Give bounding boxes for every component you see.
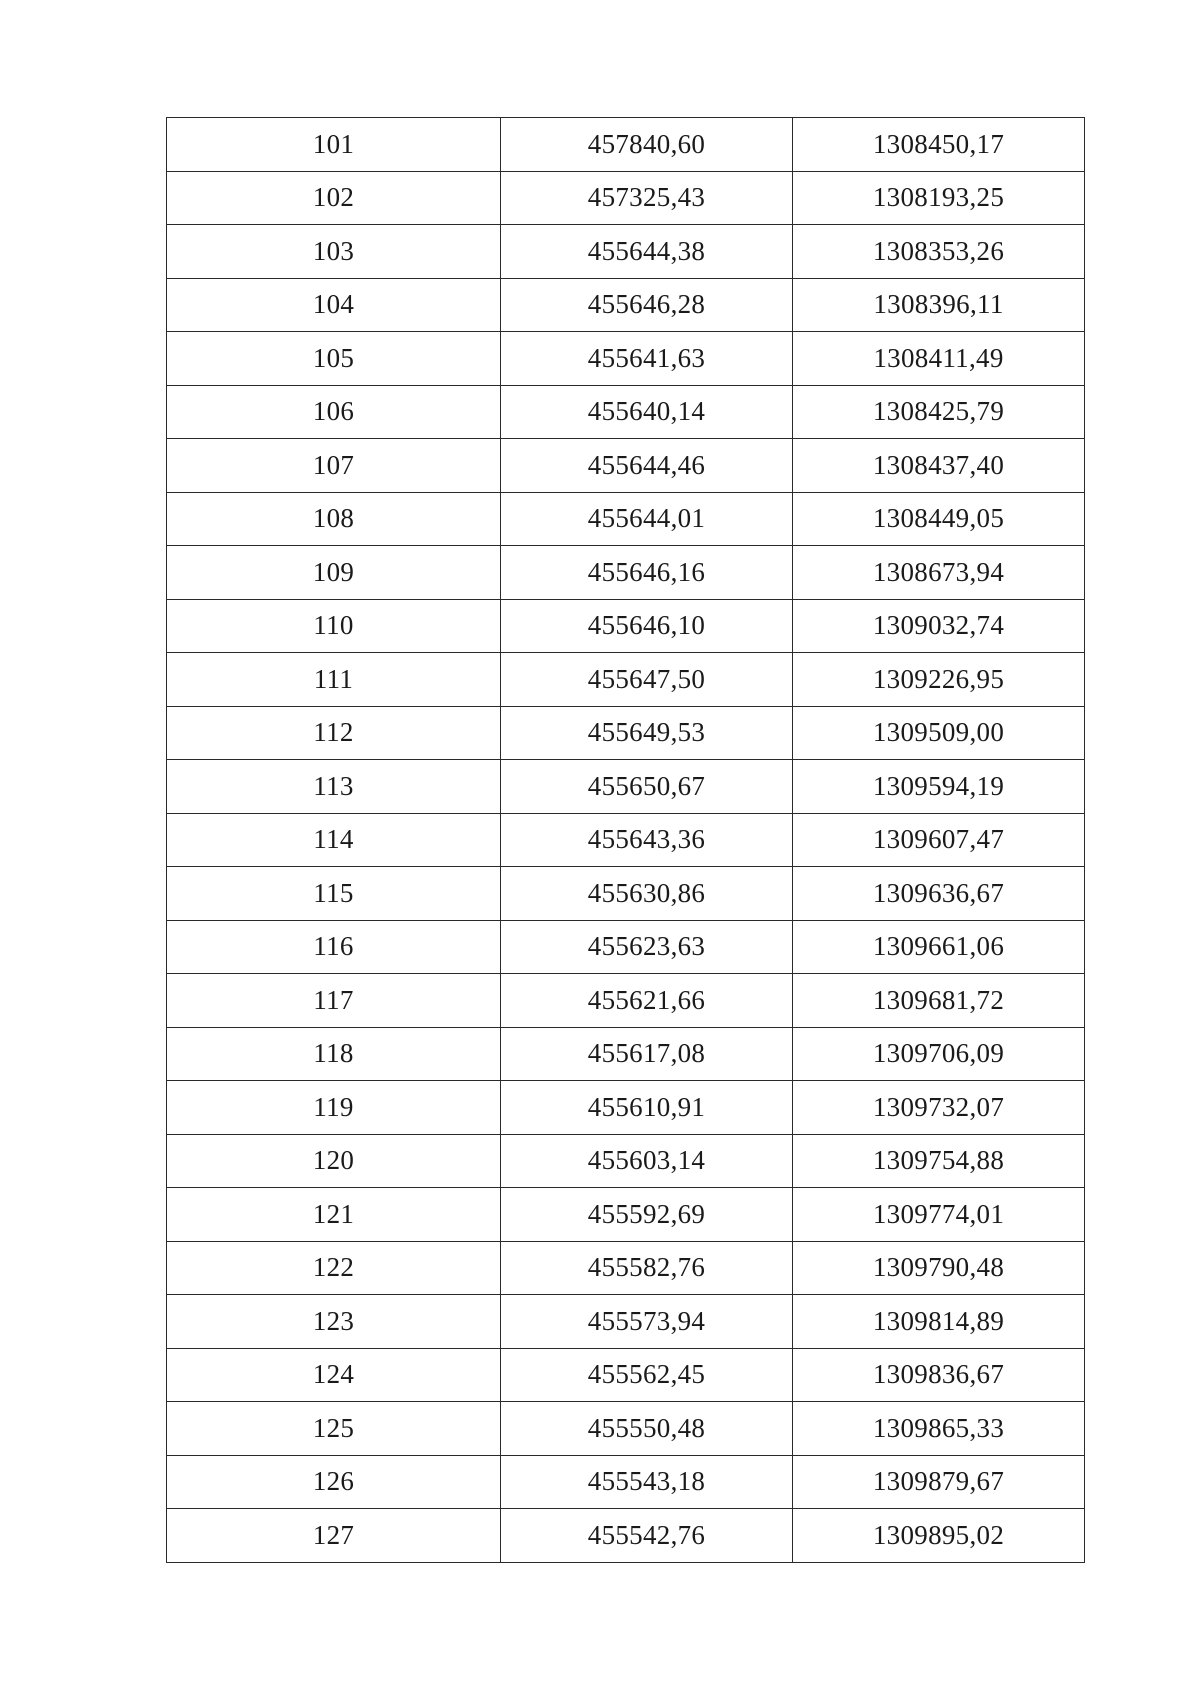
- y-coordinate-cell: 1309706,09: [793, 1027, 1085, 1081]
- y-coordinate-cell: 1309879,67: [793, 1455, 1085, 1509]
- y-coordinate-cell: 1308673,94: [793, 546, 1085, 600]
- point-number-cell: 125: [167, 1402, 501, 1456]
- point-number-cell: 127: [167, 1509, 501, 1563]
- coordinates-table-body: [167, 118, 1085, 1563]
- point-number-cell: 124: [167, 1348, 501, 1402]
- table-row: [167, 225, 1085, 279]
- x-coordinate-cell: 455592,69: [501, 1188, 793, 1242]
- x-coordinate-cell: 457325,43: [501, 171, 793, 225]
- y-coordinate-cell: 1309681,72: [793, 974, 1085, 1028]
- y-coordinate-cell: 1309790,48: [793, 1241, 1085, 1295]
- table-row: [167, 439, 1085, 493]
- table-row: [167, 1134, 1085, 1188]
- x-coordinate-cell: 455649,53: [501, 706, 793, 760]
- x-coordinate-cell: 455543,18: [501, 1455, 793, 1509]
- table-row: [167, 1348, 1085, 1402]
- point-number-cell: 120: [167, 1134, 501, 1188]
- x-coordinate-cell: 455647,50: [501, 653, 793, 707]
- x-coordinate-cell: 455644,46: [501, 439, 793, 493]
- y-coordinate-cell: 1308353,26: [793, 225, 1085, 279]
- y-coordinate-cell: 1309732,07: [793, 1081, 1085, 1135]
- x-coordinate-cell: 455573,94: [501, 1295, 793, 1349]
- x-coordinate-cell: 455610,91: [501, 1081, 793, 1135]
- table-row: [167, 1241, 1085, 1295]
- y-coordinate-cell: 1308411,49: [793, 332, 1085, 386]
- x-coordinate-cell: 455650,67: [501, 760, 793, 814]
- point-number-cell: 123: [167, 1295, 501, 1349]
- y-coordinate-cell: 1309895,02: [793, 1509, 1085, 1563]
- x-coordinate-cell: 455644,01: [501, 492, 793, 546]
- y-coordinate-cell: 1309814,89: [793, 1295, 1085, 1349]
- point-number-cell: 101: [167, 118, 501, 172]
- x-coordinate-cell: 455646,28: [501, 278, 793, 332]
- y-coordinate-cell: 1308449,05: [793, 492, 1085, 546]
- table-row: [167, 974, 1085, 1028]
- x-coordinate-cell: 455623,63: [501, 920, 793, 974]
- coordinates-table: [166, 117, 1085, 1563]
- x-coordinate-cell: 457840,60: [501, 118, 793, 172]
- y-coordinate-cell: 1308450,17: [793, 118, 1085, 172]
- table-row: [167, 706, 1085, 760]
- x-coordinate-cell: 455542,76: [501, 1509, 793, 1563]
- table-row: [167, 492, 1085, 546]
- y-coordinate-cell: 1309836,67: [793, 1348, 1085, 1402]
- point-number-cell: 112: [167, 706, 501, 760]
- point-number-cell: 109: [167, 546, 501, 600]
- table-row: [167, 1295, 1085, 1349]
- point-number-cell: 102: [167, 171, 501, 225]
- table-row: [167, 1027, 1085, 1081]
- y-coordinate-cell: 1309509,00: [793, 706, 1085, 760]
- y-coordinate-cell: 1309607,47: [793, 813, 1085, 867]
- table-row: [167, 385, 1085, 439]
- table-row: [167, 1188, 1085, 1242]
- x-coordinate-cell: 455640,14: [501, 385, 793, 439]
- y-coordinate-cell: 1309032,74: [793, 599, 1085, 653]
- point-number-cell: 126: [167, 1455, 501, 1509]
- x-coordinate-cell: 455603,14: [501, 1134, 793, 1188]
- point-number-cell: 113: [167, 760, 501, 814]
- table-row: [167, 1402, 1085, 1456]
- point-number-cell: 103: [167, 225, 501, 279]
- y-coordinate-cell: 1308193,25: [793, 171, 1085, 225]
- y-coordinate-cell: 1309594,19: [793, 760, 1085, 814]
- point-number-cell: 104: [167, 278, 501, 332]
- point-number-cell: 121: [167, 1188, 501, 1242]
- x-coordinate-cell: 455646,16: [501, 546, 793, 600]
- y-coordinate-cell: 1309754,88: [793, 1134, 1085, 1188]
- x-coordinate-cell: 455646,10: [501, 599, 793, 653]
- table-row: [167, 599, 1085, 653]
- y-coordinate-cell: 1309636,67: [793, 867, 1085, 921]
- x-coordinate-cell: 455617,08: [501, 1027, 793, 1081]
- y-coordinate-cell: 1309865,33: [793, 1402, 1085, 1456]
- table-row: [167, 546, 1085, 600]
- point-number-cell: 122: [167, 1241, 501, 1295]
- x-coordinate-cell: 455562,45: [501, 1348, 793, 1402]
- point-number-cell: 105: [167, 332, 501, 386]
- table-row: [167, 1081, 1085, 1135]
- x-coordinate-cell: 455621,66: [501, 974, 793, 1028]
- x-coordinate-cell: 455550,48: [501, 1402, 793, 1456]
- point-number-cell: 116: [167, 920, 501, 974]
- y-coordinate-cell: 1309661,06: [793, 920, 1085, 974]
- table-row: [167, 118, 1085, 172]
- y-coordinate-cell: 1309774,01: [793, 1188, 1085, 1242]
- x-coordinate-cell: 455641,63: [501, 332, 793, 386]
- point-number-cell: 119: [167, 1081, 501, 1135]
- x-coordinate-cell: 455630,86: [501, 867, 793, 921]
- point-number-cell: 115: [167, 867, 501, 921]
- table-row: [167, 760, 1085, 814]
- table-row: [167, 1455, 1085, 1509]
- table-row: [167, 1509, 1085, 1563]
- point-number-cell: 118: [167, 1027, 501, 1081]
- x-coordinate-cell: 455643,36: [501, 813, 793, 867]
- point-number-cell: 117: [167, 974, 501, 1028]
- y-coordinate-cell: 1308425,79: [793, 385, 1085, 439]
- y-coordinate-cell: 1309226,95: [793, 653, 1085, 707]
- table-row: [167, 920, 1085, 974]
- point-number-cell: 106: [167, 385, 501, 439]
- table-row: [167, 813, 1085, 867]
- table-row: [167, 653, 1085, 707]
- y-coordinate-cell: 1308396,11: [793, 278, 1085, 332]
- x-coordinate-cell: 455644,38: [501, 225, 793, 279]
- table-row: [167, 278, 1085, 332]
- point-number-cell: 114: [167, 813, 501, 867]
- y-coordinate-cell: 1308437,40: [793, 439, 1085, 493]
- table-row: [167, 171, 1085, 225]
- point-number-cell: 110: [167, 599, 501, 653]
- point-number-cell: 108: [167, 492, 501, 546]
- table-row: [167, 867, 1085, 921]
- x-coordinate-cell: 455582,76: [501, 1241, 793, 1295]
- point-number-cell: 111: [167, 653, 501, 707]
- table-row: [167, 332, 1085, 386]
- point-number-cell: 107: [167, 439, 501, 493]
